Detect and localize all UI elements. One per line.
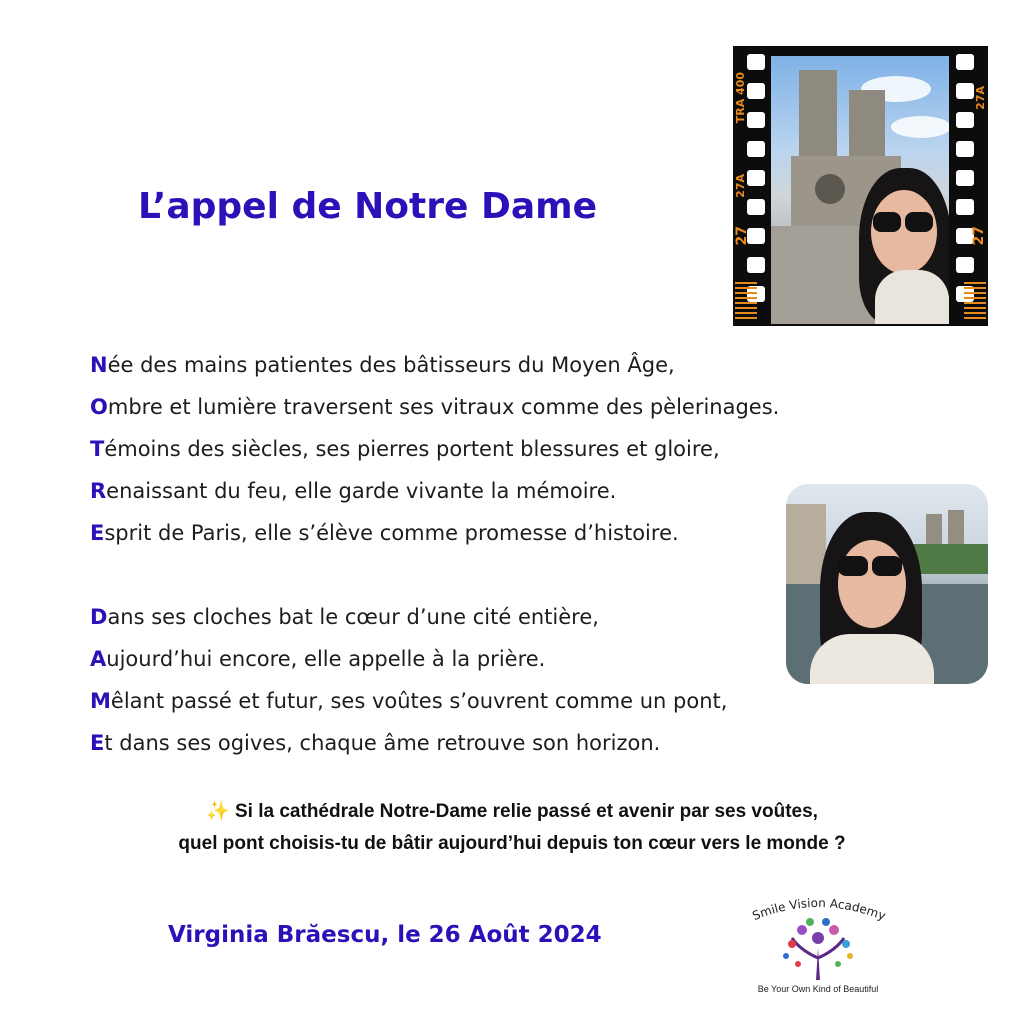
logo-name: Smile Vision Academy (750, 895, 888, 924)
svg-text:Smile Vision Academy (750, 896, 887, 923)
sparkles-icon: ✨ (206, 801, 230, 822)
cathedral-selfie-image (771, 56, 949, 324)
film-edge-label: 27A (734, 174, 747, 198)
poem-line: Ombre et lumière traversent ses vitraux comme des pèlerinages. (90, 395, 780, 419)
film-strip-photo (733, 46, 988, 326)
poem-title: L’appel de Notre Dame (138, 186, 598, 227)
author-signature: Virginia Brăescu, le 26 Août 2024 (168, 922, 602, 948)
logo-tagline: Be Your Own Kind of Beautiful (757, 984, 879, 994)
poem-line: Esprit de Paris, elle s’élève comme promesse d’histoire. (90, 521, 679, 545)
poem-line: Aujourd’hui encore, elle appelle à la prière. (90, 647, 546, 671)
film-edge-label: 27 (971, 226, 987, 246)
poem-line: Et dans ses ogives, chaque âme retrouve son horizon. (90, 731, 661, 755)
reflection-question: ✨ Si la cathédrale Notre-Dame relie passé et avenir par ses voûtes, quel pont choisis-tu de bâtir aujourd’hui depuis ton cœur vers le monde ? (178, 801, 846, 854)
film-edge-label: TRA 400 (734, 72, 747, 124)
tree-logo-icon (728, 888, 908, 984)
film-edge-label: 27A (974, 86, 987, 110)
film-ruler (735, 282, 757, 322)
poem-line: Mêlant passé et futur, ses voûtes s’ouvrent comme un pont, (90, 689, 728, 713)
poem-line: Dans ses cloches bat le cœur d’une cité entière, (90, 605, 599, 629)
poem-line: Témoins des siècles, ses pierres portent blessures et gloire, (90, 437, 720, 461)
poem-line: Née des mains patientes des bâtisseurs du Moyen Âge, (90, 353, 675, 377)
river-selfie-image (786, 484, 988, 684)
stanza-break (90, 554, 779, 596)
smile-vision-academy-logo (728, 888, 908, 1008)
acrostic-poem (90, 344, 779, 764)
poem-line: Renaissant du feu, elle garde vivante la mémoire. (90, 479, 617, 503)
film-ruler (964, 282, 986, 322)
film-edge-label: 27 (734, 226, 750, 246)
